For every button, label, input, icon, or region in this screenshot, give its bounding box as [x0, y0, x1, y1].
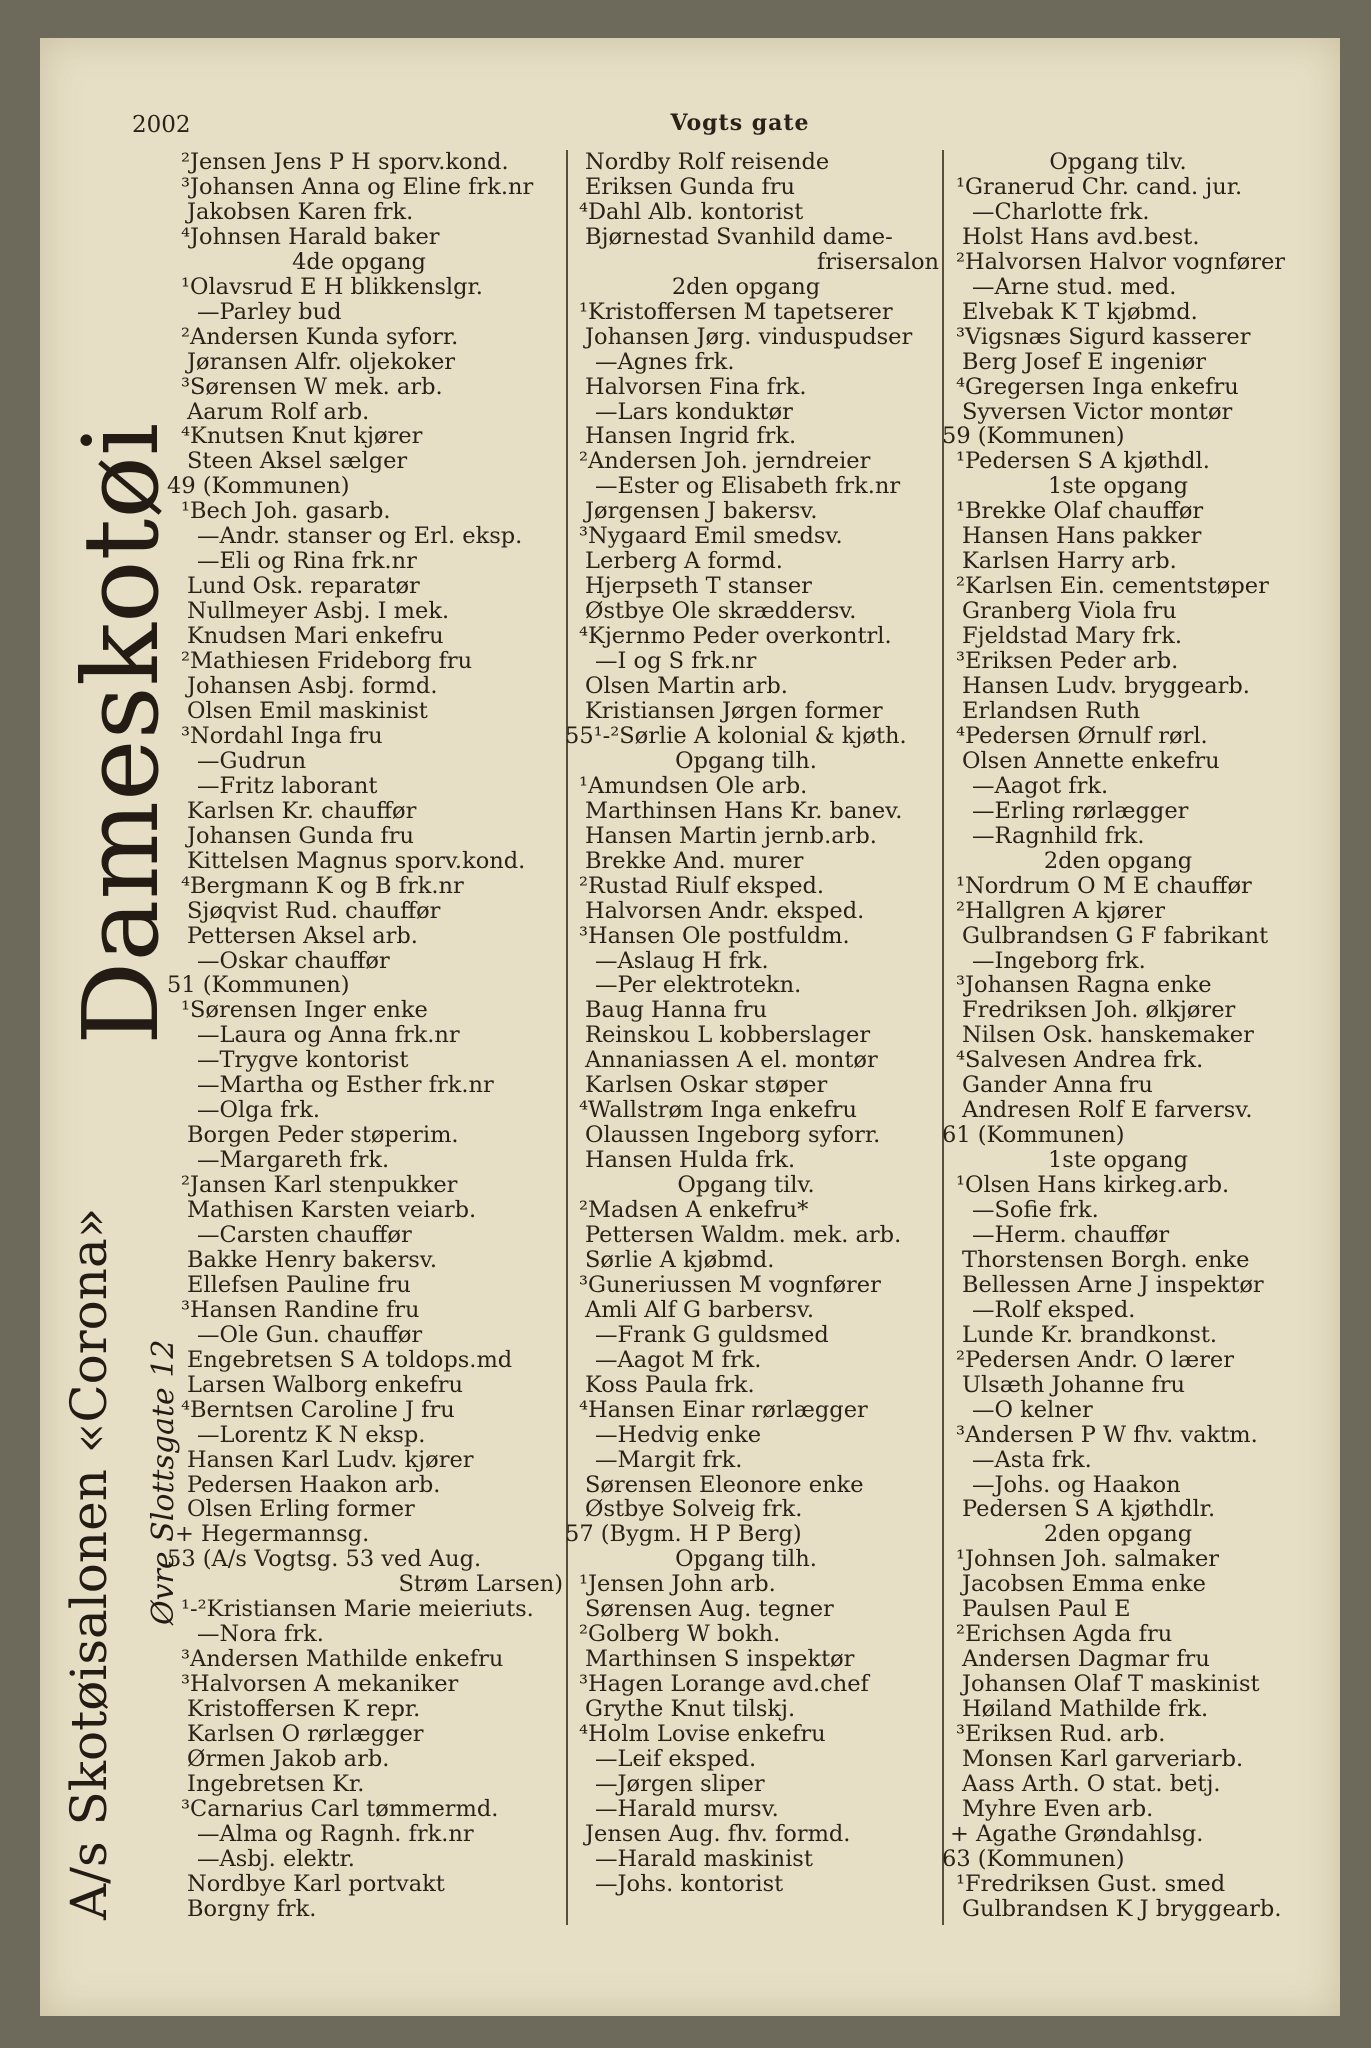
directory-entry: Koss Paula frk. [585, 1372, 755, 1398]
directory-entry: ⁴Dahl Alb. kontorist [579, 199, 804, 225]
directory-entry: Johansen Asbj. formd. [187, 674, 438, 699]
advert-name: A/s Skotøisalonen «Corona» [60, 1207, 118, 1920]
directory-entry: —Rolf eksped. [972, 1297, 1136, 1323]
directory-entry: —Frank G guldsmed [595, 1322, 829, 1348]
directory-entry: Andersen Dagmar fru [962, 1647, 1210, 1673]
directory-entry: Monsen Karl garveriarb. [962, 1747, 1244, 1772]
directory-entry: Høiland Mathilde frk. [962, 1697, 1209, 1723]
directory-entry: ¹Olavsrud E H blikkenslgr. [181, 274, 483, 300]
directory-entry: ²Pedersen Andr. O lærer [956, 1347, 1234, 1373]
directory-entry: Annaniassen A el. montør [585, 1048, 878, 1074]
directory-entry: —Ester og Elisabeth frk.nr [595, 474, 901, 500]
directory-entry: ³Carnarius Carl tømmermd. [181, 1796, 499, 1822]
running-head: Vogts gate [670, 110, 810, 136]
directory-entry: Opgang tilh. [675, 1547, 817, 1573]
directory-entry: 51 (Kommunen) [167, 973, 350, 999]
directory-entry: —Margareth frk. [197, 1148, 390, 1174]
directory-entry: Nullmeyer Asbj. I mek. [187, 599, 450, 625]
directory-entry: —Arne stud. med. [972, 274, 1177, 300]
directory-entry: ¹Fredriksen Gust. smed [956, 1871, 1226, 1897]
directory-entry: ³Eriksen Rud. arb. [956, 1722, 1166, 1747]
directory-entry: Sjøqvist Rud. chauffør [187, 898, 441, 924]
directory-entry: ¹Pedersen S A kjøthdl. [956, 449, 1210, 475]
directory-entry: Mathisen Karsten veiarb. [187, 1198, 477, 1223]
directory-entry: Strøm Larsen) [398, 1572, 563, 1598]
directory-entry: Elvebak K T kjøbmd. [962, 299, 1198, 325]
directory-entry: Syversen Victor montør [962, 399, 1233, 425]
directory-entry: Hansen Hans pakker [962, 524, 1202, 550]
directory-entry: + Agathe Grøndahlsg. [950, 1821, 1204, 1847]
directory-entry: ²Madsen A enkefru* [579, 1198, 809, 1223]
directory-entry: ²Andersen Joh. jerndreier [579, 449, 871, 475]
directory-entry: ¹Jensen John arb. [579, 1572, 776, 1598]
directory-entry: Amli Alf G barbersv. [585, 1297, 814, 1323]
directory-entry: 4de opgang [292, 249, 426, 275]
directory-entry: ⁴Wallstrøm Inga enkefru [579, 1098, 858, 1124]
directory-entry: —Trygve kontorist [197, 1048, 409, 1074]
directory-entry: Berg Josef E ingeniør [962, 349, 1207, 375]
directory-entry: 57 (Bygm. H P Berg) [565, 1522, 802, 1548]
directory-entry: Gulbrandsen G F fabrikant [962, 923, 1269, 949]
directory-entry: —Aslaug H frk. [595, 948, 769, 974]
directory-entry: Nordby Rolf reisende [585, 150, 830, 175]
directory-entry: ²Hallgren A kjører [956, 898, 1165, 924]
directory-entry: Johansen Gunda fru [187, 823, 414, 849]
directory-entry: ¹Johnsen Joh. salmaker [956, 1547, 1220, 1573]
directory-entry: Ingebretsen Kr. [187, 1771, 365, 1797]
directory-entry: Karlsen Harry arb. [962, 549, 1177, 575]
directory-entry: 1ste opgang [1047, 474, 1189, 500]
directory-column-3 [942, 150, 1306, 1922]
directory-column-2 [565, 150, 939, 1897]
directory-entry: ²Halvorsen Halvor vognfører [956, 249, 1286, 275]
directory-entry: Jøransen Alfr. oljekoker [187, 349, 456, 375]
directory-entry: Karlsen Kr. chauffør [187, 798, 417, 824]
directory-entry: ³Guneriussen M vognfører [579, 1272, 881, 1298]
directory-entry: ²Rustad Riulf eksped. [579, 873, 825, 899]
directory-entry: ¹Amundsen Ole arb. [579, 773, 808, 799]
directory-entry: —Asbj. elektr. [197, 1846, 355, 1872]
advert-brand: Dameskotøi [60, 422, 182, 1045]
directory-entry: Holst Hans avd.best. [962, 224, 1200, 250]
directory-entry: Kristiansen Jørgen former [585, 698, 883, 724]
directory-entry: Olsen Emil maskinist [187, 698, 428, 724]
directory-entry: Lund Osk. reparatør [187, 574, 420, 600]
directory-entry: Reinskou L kobberslager [585, 1023, 871, 1049]
directory-entry: —I og S frk.nr [595, 649, 757, 675]
directory-entry: Kittelsen Magnus sporv.kond. [187, 848, 526, 874]
directory-entry: ³Johansen Ragna enke [956, 973, 1212, 999]
directory-entry: ⁴Salvesen Andrea frk. [956, 1048, 1204, 1074]
directory-entry: frisersalon [816, 249, 939, 275]
directory-entry: ³Andersen Mathilde enkefru [181, 1647, 504, 1673]
directory-entry: Lerberg A formd. [585, 549, 783, 575]
directory-entry: ²Erichsen Agda fru [956, 1622, 1173, 1648]
directory-entry: —Alma og Ragnh. frk.nr [197, 1821, 474, 1847]
directory-entry: Olaussen Ingeborg syforr. [585, 1123, 881, 1149]
directory-entry: Jensen Aug. fhv. formd. [585, 1821, 851, 1847]
directory-entry: —Ole Gun. chauffør [197, 1322, 423, 1348]
directory-entry: Eriksen Gunda fru [585, 174, 796, 200]
directory-entry: Halvorsen Fina frk. [585, 374, 807, 400]
directory-entry: ¹Nordrum O M E chauffør [956, 873, 1252, 899]
directory-entry: Opgang tilh. [675, 748, 817, 774]
directory-entry: ³Nordahl Inga fru [181, 723, 383, 749]
directory-entry: Gander Anna fru [962, 1073, 1153, 1099]
directory-entry: ²Karlsen Ein. cementstøper [956, 574, 1269, 600]
directory-entry: Larsen Walborg enkefru [187, 1372, 463, 1398]
advert-address: Øvre Slottsgate 12 [146, 1339, 181, 1625]
page-number: 2002 [132, 112, 191, 138]
directory-entry: ⁴Pedersen Ørnulf rørl. [956, 723, 1208, 749]
directory-entry: ³Eriksen Peder arb. [956, 649, 1179, 675]
directory-entry: Nordbye Karl portvakt [187, 1871, 445, 1897]
directory-entry: Jacobsen Emma enke [962, 1572, 1206, 1598]
directory-entry: ³Hagen Lorange avd.chef [579, 1672, 869, 1698]
directory-entry: ¹-²Kristiansen Marie meieriuts. [181, 1597, 534, 1623]
directory-entry: Borgny frk. [187, 1896, 317, 1922]
directory-entry: —Agnes frk. [595, 349, 735, 375]
directory-entry: Borgen Peder støperim. [187, 1123, 459, 1149]
directory-entry: ³Andersen P W fhv. vaktm. [956, 1422, 1258, 1448]
directory-entry: ⁴Johnsen Harald baker [181, 224, 440, 250]
column-rule [566, 150, 568, 1925]
directory-entry: Marthinsen S inspektør [585, 1647, 855, 1673]
directory-entry: 2den opgang [671, 274, 821, 300]
directory-entry: Myhre Even arb. [962, 1796, 1154, 1822]
directory-entry: Karlsen O rørlægger [187, 1722, 424, 1747]
directory-entry: ⁴Bergmann K og B frk.nr [181, 873, 464, 899]
directory-entry: Hansen Martin jernb.arb. [585, 823, 877, 849]
directory-entry: ²Jensen Jens P H sporv.kond. [181, 150, 509, 175]
directory-entry: Opgang tilv. [1049, 150, 1187, 175]
directory-entry: Ellefsen Pauline fru [187, 1272, 411, 1298]
directory-entry: Olsen Erling former [187, 1497, 415, 1523]
directory-entry: Hansen Ingrid frk. [585, 424, 797, 450]
directory-entry: Østbye Ole skræddersv. [585, 599, 857, 625]
directory-entry: Jørgensen J bakersv. [585, 499, 818, 525]
directory-entry: Nilsen Osk. hanskemaker [962, 1023, 1254, 1049]
directory-entry: Bellessen Arne J inspektør [962, 1272, 1264, 1298]
directory-entry: Brekke And. murer [585, 848, 804, 874]
directory-entry: Hansen Karl Ludv. kjører [187, 1447, 474, 1473]
directory-entry: Ulsæth Johanne fru [962, 1372, 1186, 1398]
directory-entry: Hansen Ludv. bryggearb. [962, 674, 1250, 699]
directory-entry: Opgang tilv. [677, 1173, 815, 1199]
directory-entry: ⁴Knutsen Knut kjører [181, 424, 423, 450]
directory-entry: Østbye Solveig frk. [585, 1497, 803, 1523]
directory-entry: —Asta frk. [972, 1447, 1092, 1473]
directory-entry: Pedersen Haakon arb. [187, 1472, 441, 1498]
directory-entry: 1ste opgang [1047, 1148, 1189, 1174]
directory-entry: —Lorentz K N eksp. [197, 1422, 426, 1448]
directory-entry: —Ragnhild frk. [972, 823, 1145, 849]
directory-entry: —Jørgen sliper [595, 1771, 765, 1797]
directory-entry: Pettersen Waldm. mek. arb. [585, 1222, 902, 1248]
directory-entry: Hansen Hulda frk. [585, 1148, 796, 1174]
directory-entry: —Per elektrotekn. [595, 973, 802, 999]
directory-entry: Karlsen Oskar støper [585, 1073, 828, 1099]
directory-entry: ³Vigsnæs Sigurd kasserer [956, 324, 1251, 350]
directory-entry: Gulbrandsen K J bryggearb. [962, 1896, 1282, 1922]
directory-entry: Fredriksen Joh. ølkjører [962, 998, 1236, 1024]
directory-entry: ⁴Berntsen Caroline J fru [181, 1397, 455, 1423]
directory-entry: Bjørnestad Svanhild dame- [585, 224, 893, 250]
directory-entry: 53 (A/s Vogtsg. 53 ved Aug. [167, 1547, 482, 1573]
directory-entry: —Leif eksped. [595, 1747, 757, 1772]
directory-entry: —Olga frk. [197, 1098, 320, 1124]
directory-entry: —Aagot M frk. [595, 1347, 762, 1373]
directory-entry: Jakobsen Karen frk. [187, 199, 414, 225]
directory-entry: + Hegermannsg. [175, 1522, 370, 1548]
directory-entry: ³Hansen Randine fru [181, 1297, 420, 1323]
directory-entry: Engebretsen S A toldops.md [187, 1347, 513, 1373]
directory-entry: 55¹-²Sørlie A kolonial & kjøth. [565, 723, 907, 749]
directory-entry: Pedersen S A kjøthdlr. [962, 1497, 1216, 1523]
directory-entry: —Fritz laborant [197, 773, 378, 799]
directory-entry: ³Sørensen W mek. arb. [181, 374, 443, 400]
directory-entry: —Martha og Esther frk.nr [197, 1073, 494, 1099]
directory-entry: ⁴Kjernmo Peder overkontrl. [579, 624, 892, 650]
directory-entry: Olsen Martin arb. [585, 674, 788, 699]
directory-entry: Sørensen Aug. tegner [585, 1597, 834, 1623]
directory-entry: ²Andersen Kunda syforr. [181, 324, 459, 350]
directory-column-1 [167, 150, 563, 1922]
directory-entry: —Johs. kontorist [595, 1871, 784, 1897]
directory-entry: Kristoffersen K repr. [187, 1697, 421, 1723]
directory-entry: Olsen Annette enkefru [962, 748, 1220, 774]
directory-entry: Paulsen Paul E [962, 1597, 1131, 1623]
directory-entry: Erlandsen Ruth [962, 698, 1141, 724]
directory-entry: ¹Kristoffersen M tapetserer [579, 299, 893, 325]
directory-entry: Grythe Knut tilskj. [585, 1697, 796, 1723]
directory-entry: —O kelner [972, 1397, 1093, 1423]
directory-entry: ¹Brekke Olaf chauffør [956, 499, 1204, 525]
directory-entry: Lunde Kr. brandkonst. [962, 1322, 1218, 1348]
directory-entry: 59 (Kommunen) [942, 424, 1125, 450]
directory-entry: Fjeldstad Mary frk. [962, 624, 1183, 650]
directory-entry: Marthinsen Hans Kr. banev. [585, 798, 903, 824]
directory-entry: 63 (Kommunen) [942, 1846, 1125, 1872]
directory-entry: —Harald mursv. [595, 1796, 779, 1822]
directory-entry: —Harald maskinist [595, 1846, 813, 1872]
directory-entry: ²Golberg W bokh. [579, 1622, 781, 1648]
directory-entry: —Charlotte frk. [972, 199, 1150, 225]
directory-entry: Granberg Viola fru [962, 599, 1177, 625]
directory-entry: ¹Granerud Chr. cand. jur. [956, 174, 1243, 200]
directory-entry: Hjerpseth T stanser [585, 574, 812, 600]
directory-entry: Sørensen Eleonore enke [585, 1472, 864, 1498]
directory-entry: —Herm. chauffør [972, 1222, 1170, 1248]
directory-entry: —Johs. og Haakon [972, 1472, 1181, 1498]
directory-entry: Knudsen Mari enkefru [187, 624, 444, 650]
directory-entry: ³Hansen Ole postfuldm. [579, 923, 850, 949]
directory-entry: Halvorsen Andr. eksped. [585, 898, 865, 924]
directory-entry: ¹Olsen Hans kirkeg.arb. [956, 1173, 1230, 1199]
directory-entry: —Laura og Anna frk.nr [197, 1023, 460, 1049]
directory-entry: ³Johansen Anna og Eline frk.nr [181, 174, 534, 200]
column-rule [942, 150, 944, 1925]
directory-entry: ²Jansen Karl stenpukker [181, 1173, 458, 1199]
directory-entry: ⁴Hansen Einar rørlægger [579, 1397, 868, 1423]
directory-entry: —Lars konduktør [595, 399, 793, 425]
directory-entry: —Parley bud [197, 299, 342, 325]
directory-entry: —Oskar chauffør [197, 948, 390, 974]
directory-entry: Aarum Rolf arb. [187, 399, 370, 425]
directory-entry: 2den opgang [1043, 1522, 1193, 1548]
directory-entry: Pettersen Aksel arb. [187, 923, 418, 949]
directory-entry: ²Mathiesen Frideborg fru [181, 649, 473, 675]
directory-entry: —Ingeborg frk. [972, 948, 1146, 974]
directory-entry: Steen Aksel sælger [187, 449, 408, 475]
directory-entry: —Andr. stanser og Erl. eksp. [197, 524, 523, 550]
directory-entry: Bakke Henry bakersv. [187, 1247, 437, 1273]
directory-entry: ³Halvorsen A mekaniker [181, 1672, 459, 1698]
directory-entry: ¹Bech Joh. gasarb. [181, 499, 391, 525]
directory-entry: 49 (Kommunen) [167, 474, 350, 500]
directory-entry: —Gudrun [197, 748, 307, 774]
directory-entry: ⁴Holm Lovise enkefru [579, 1722, 826, 1747]
directory-entry: —Erling rørlægger [972, 798, 1189, 824]
directory-entry: —Eli og Rina frk.nr [197, 549, 417, 575]
directory-entry: ¹Sørensen Inger enke [181, 998, 428, 1024]
directory-entry: —Sofie frk. [972, 1198, 1099, 1223]
directory-entry: Johansen Jørg. vinduspudser [585, 324, 913, 350]
directory-entry: —Hedvig enke [595, 1422, 762, 1448]
directory-entry: Aass Arth. O stat. betj. [962, 1771, 1221, 1797]
directory-entry: —Nora frk. [197, 1622, 324, 1648]
directory-entry: Thorstensen Borgh. enke [962, 1247, 1250, 1273]
directory-entry: Ørmen Jakob arb. [187, 1747, 390, 1772]
directory-entry: 2den opgang [1043, 848, 1193, 874]
directory-entry: Sørlie A kjøbmd. [585, 1247, 775, 1273]
directory-entry: ⁴Gregersen Inga enkefru [956, 374, 1239, 400]
directory-entry: —Aagot frk. [972, 773, 1109, 799]
directory-entry: —Carsten chauffør [197, 1222, 412, 1248]
directory-entry: Andresen Rolf E farversv. [962, 1098, 1253, 1124]
directory-entry: 61 (Kommunen) [942, 1123, 1125, 1149]
directory-entry: Baug Hanna fru [585, 998, 768, 1024]
directory-entry: Johansen Olaf T maskinist [962, 1672, 1260, 1698]
directory-entry: ³Nygaard Emil smedsv. [579, 524, 843, 550]
directory-entry: —Margit frk. [595, 1447, 743, 1473]
